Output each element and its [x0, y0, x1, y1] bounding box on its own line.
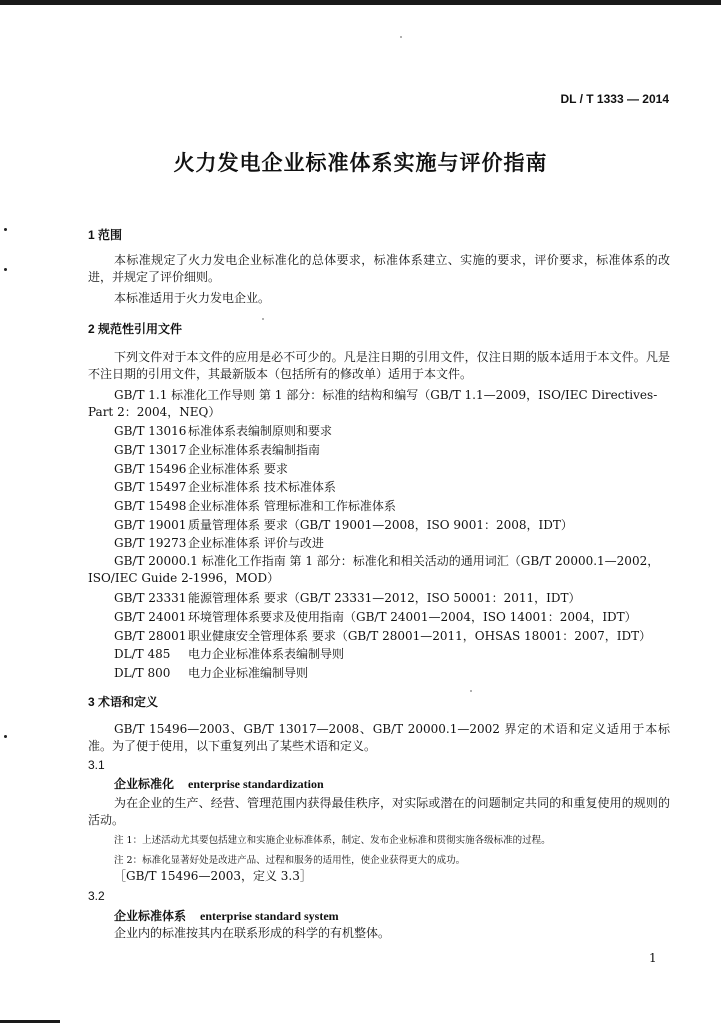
- term-heading: 企业标准体系 enterprise standard system: [114, 909, 339, 923]
- reference-entry: GB/T 15497 企业标准体系 技术标准体系: [114, 480, 336, 494]
- reference-entry: GB/T 19273 企业标准体系 评价与改进: [114, 536, 324, 550]
- reference-entry: GB/T 24001 环境管理体系要求及使用指南（GB/T 24001—2004，ISO 14001：2004，IDT）: [114, 610, 637, 624]
- term-definition: 为在企业的生产、经营、管理范围内获得最佳秩序，对实际或潜在的问题制定共同的和重复使用的规则的活动。: [88, 796, 670, 827]
- reference-entry: GB/T 19001 质量管理体系 要求（GB/T 19001—2008，ISO 9001：2008，IDT）: [114, 518, 573, 532]
- section-heading-scope: 1 范围: [88, 228, 123, 242]
- document-number: DL / T 1333 — 2014: [560, 92, 669, 106]
- scan-speck: [262, 318, 264, 320]
- reference-entry: GB/T 23331 能源管理体系 要求（GB/T 23331—2012，ISO 50001：2011，IDT）: [114, 591, 581, 605]
- term-definition: 企业内的标准按其内在联系形成的科学的有机整体。: [114, 926, 391, 940]
- document-title: 火力发电企业标准体系实施与评价指南: [173, 150, 548, 175]
- term-number: 3.2: [88, 889, 105, 903]
- scan-speck: [470, 690, 472, 692]
- scan-bottom-mark: [0, 1020, 60, 1023]
- scan-speck: [4, 228, 7, 231]
- reference-entry: DL/T 800 电力企业标准编制导则: [114, 666, 309, 680]
- reference-entry: GB/T 13017 企业标准体系表编制指南: [114, 443, 321, 457]
- term-source: ［GB/T 15496—2003，定义 3.3］: [114, 869, 312, 883]
- terms-intro: GB/T 15496—2003、GB/T 13017—2008、GB/T 20000.1—2002 界定的术语和定义适用于本标准。为了便于使用，以下重复列出了某些术语和定义。: [88, 722, 670, 753]
- term-heading: 企业标准化 enterprise standardization: [114, 777, 324, 791]
- scope-applicability: 本标准适用于火力发电企业。: [114, 291, 271, 305]
- term-number: 3.1: [88, 758, 105, 772]
- scope-paragraph: 本标准规定了火力发电企业标准化的总体要求，标准体系建立、实施的要求，评价要求，标准体系的改进，并规定了评价细则。: [88, 253, 670, 284]
- section-heading-references: 2 规范性引用文件: [88, 322, 183, 336]
- reference-entry: DL/T 485 电力企业标准体系表编制导则: [114, 647, 345, 661]
- scan-speck: [4, 735, 7, 738]
- term-note: 注 2：标准化显著好处是改进产品、过程和服务的适用性，使企业获得更大的成功。: [114, 855, 466, 866]
- reference-entry: GB/T 20000.1 标准化工作指南 第 1 部分：标准化和相关活动的通用词汇（GB/T 20000.1—2002，ISO/IEC Guide 2-1996，MOD）: [88, 554, 660, 585]
- scan-speck: [400, 36, 402, 38]
- scan-top-border: [0, 0, 721, 5]
- scan-speck: [4, 268, 7, 271]
- references-intro: 下列文件对于本文件的应用是必不可少的。凡是注日期的引用文件，仅注日期的版本适用于本文件。凡是不注日期的引用文件，其最新版本（包括所有的修改单）适用于本文件。: [88, 350, 670, 381]
- page-number: 1: [649, 951, 657, 965]
- section-heading-terms: 3 术语和定义: [88, 695, 159, 709]
- reference-entry: GB/T 15498 企业标准体系 管理标准和工作标准体系: [114, 499, 396, 513]
- reference-entry: GB/T 15496 企业标准体系 要求: [114, 462, 288, 476]
- term-note: 注 1：上述活动尤其要包括建立和实施企业标准体系，制定、发布企业标准和贯彻实施各级标准的过程。: [114, 835, 551, 846]
- reference-entry: GB/T 1.1 标准化工作导则 第 1 部分：标准的结构和编写（GB/T 1.1—2009，ISO/IEC Directives-Part 2：2004，NEQ）: [88, 388, 658, 419]
- reference-entry: GB/T 28001 职业健康安全管理体系 要求（GB/T 28001—2011，OHSAS 18001：2007，IDT）: [114, 629, 652, 643]
- reference-entry: GB/T 13016 标准体系表编制原则和要求: [114, 424, 333, 438]
